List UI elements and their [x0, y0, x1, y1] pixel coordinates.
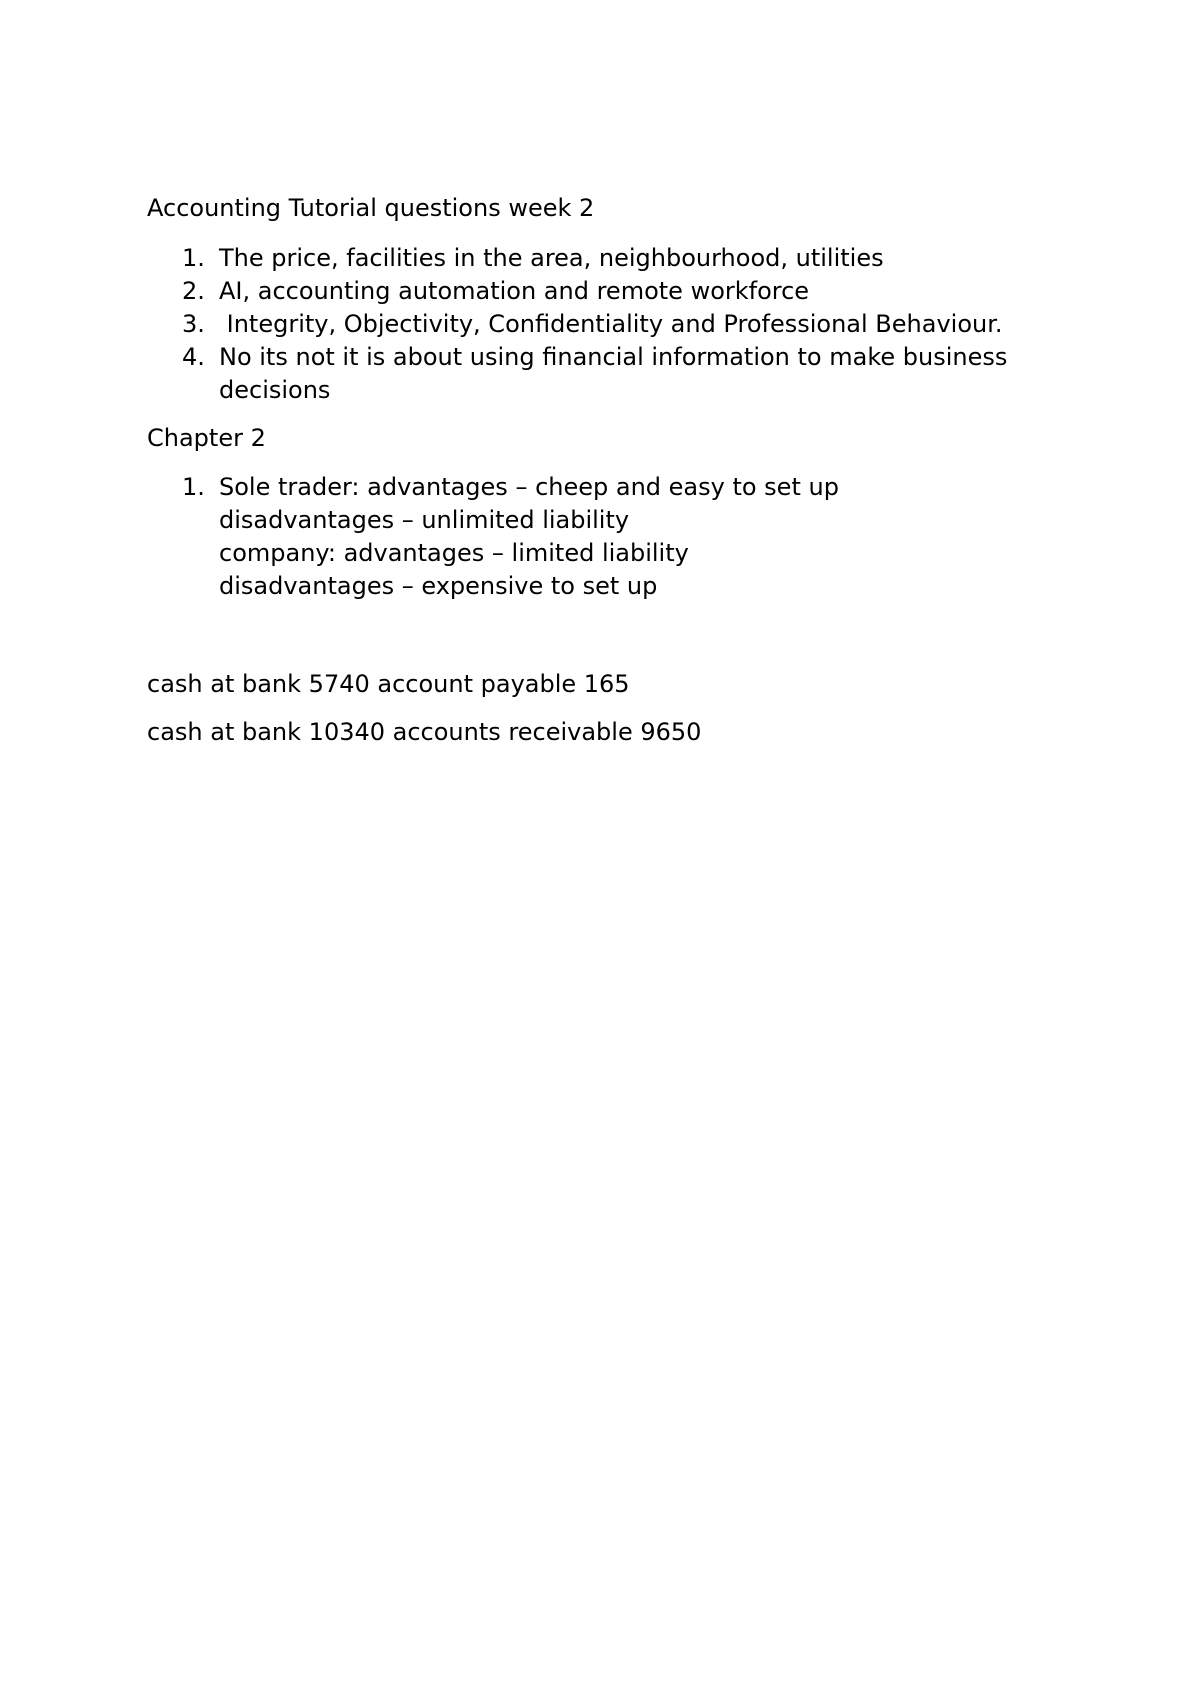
document-title: Accounting Tutorial questions week 2: [147, 194, 595, 222]
list-item: [182, 243, 884, 273]
list-item-text: Sole trader: advantages – cheep and easy to set up: [219, 473, 839, 501]
list-number: 1.: [182, 473, 205, 501]
list-number: 1.: [182, 244, 205, 272]
list-item-text: The price, facilities in the area, neighbourhood, utilities: [219, 244, 884, 272]
list-item: [182, 276, 809, 306]
list-item-continuation: decisions: [219, 376, 331, 404]
note-line: cash at bank 10340 accounts receivable 9650: [147, 718, 702, 746]
chapter-heading: Chapter 2: [147, 424, 266, 452]
list-item-continuation: disadvantages – expensive to set up: [219, 572, 658, 600]
list-item-text: No its not it is about using financial information to make business: [219, 343, 1008, 371]
list-number: 4.: [182, 343, 205, 371]
list-item-text: AI, accounting automation and remote workforce: [219, 277, 810, 305]
list-number: 3.: [182, 310, 205, 338]
list-item: [182, 309, 1003, 339]
list-item-text: Integrity, Objectivity, Confidentiality and Professional Behaviour.: [219, 310, 1003, 338]
note-line: cash at bank 5740 account payable 165: [147, 670, 630, 698]
list-item: [182, 472, 839, 502]
list-item: [182, 342, 1007, 372]
list-number: 2.: [182, 277, 205, 305]
list-item-continuation: disadvantages – unlimited liability: [219, 506, 630, 534]
list-item-continuation: company: advantages – limited liability: [219, 539, 689, 567]
